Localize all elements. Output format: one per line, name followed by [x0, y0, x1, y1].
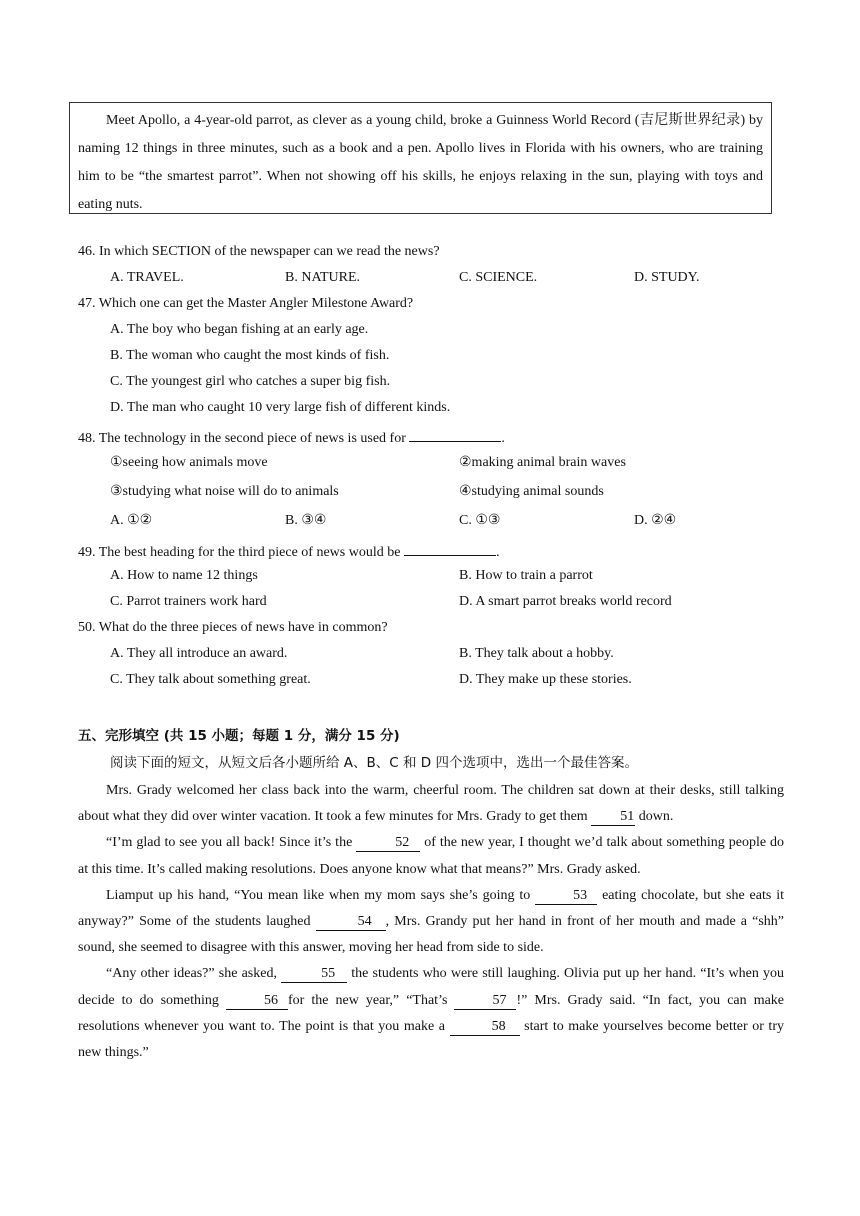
text-run: of the new year, I thought we’d talk about something people do at this time. It’s called making resolutions. Does anyone know what that means?” Mrs. Grady asked.	[78, 835, 785, 877]
passage-paragraph-1	[78, 778, 784, 830]
option-50-a: A. They all introduce an award.	[110, 646, 288, 661]
section-instructions: 阅读下面的短文，从短文后各小题所给 A、B、C 和 D 四个选项中，选出一个最佳答案。	[110, 755, 638, 771]
item-48-4: ④studying animal sounds	[459, 484, 604, 499]
option-49-a: A. How to name 12 things	[110, 568, 258, 583]
text-run: Liamput up his hand, “You mean like when my mom says she’s going to	[106, 887, 531, 903]
option-47-c: C. The youngest girl who catches a super big fish.	[110, 374, 391, 389]
text-run: eating chocolate, but she eats it anyway?” Some of the students laughed	[78, 887, 785, 930]
option-50-b: B. They talk about a hobby.	[459, 646, 614, 661]
blank-54: 54	[316, 914, 386, 931]
option-46-c: C. SCIENCE.	[459, 270, 538, 285]
question-47: 47. Which one can get the Master Angler Milestone Award?	[78, 296, 414, 311]
item-48-2: ②making animal brain waves	[459, 455, 626, 470]
option-46-a: A. TRAVEL.	[110, 270, 184, 285]
option-48-b: B. ③④	[285, 513, 327, 528]
passage-paragraph-2	[78, 830, 784, 882]
text-run: Mrs. Grady welcomed her class back into the warm, cheerful room. The children sat down at their desks, still talking about what they did over winter vacation. It took a few minutes for Mrs. Grady to get them	[78, 783, 784, 825]
option-46-d: D. STUDY.	[634, 270, 700, 285]
blank-51: 51	[591, 809, 635, 826]
cloze-passage	[78, 778, 784, 1066]
news-paragraph: Meet Apollo, a 4-year-old parrot, as clever as a young child, broke a Guinness World Record (吉尼斯世界纪录) by naming 12 things in three minutes, such as a book and a pen. Apollo lives in Florida with his owners, who are training him to be “the smartest parrot”. When not showing off his skills, he enjoys relaxing in the sun, playing with toys and eating nuts.	[78, 113, 763, 212]
blank-52: 52	[356, 835, 420, 852]
option-47-d: D. The man who caught 10 very large fish of different kinds.	[110, 400, 451, 415]
passage-paragraph-3	[78, 883, 784, 962]
text-run: start to make yourselves become better or try new things.”	[78, 1018, 784, 1061]
question-46: 46. In which SECTION of the newspaper can we read the news?	[78, 244, 440, 259]
blank-55: 55	[281, 966, 347, 983]
section-title: 五、完形填空 (共 15 小题；每题 1 分，满分 15 分)	[78, 728, 400, 744]
option-50-c: C. They talk about something great.	[110, 672, 311, 687]
option-50-d: D. They make up these stories.	[459, 672, 632, 687]
blank-53: 53	[535, 888, 597, 905]
answer-blank	[404, 541, 496, 556]
question-48	[78, 427, 505, 447]
blank-56: 56	[226, 993, 288, 1010]
blank-57: 57	[454, 993, 516, 1010]
text-run: for the new year,” “That’s	[287, 992, 448, 1008]
question-49-end: .	[495, 545, 500, 560]
blank-58: 58	[450, 1019, 520, 1036]
text-run: down.	[638, 809, 674, 825]
option-47-b: B. The woman who caught the most kinds of fish.	[110, 348, 390, 363]
text-run: the students who were still laughing. Olivia put up her hand. “It’s when you decide to do something	[78, 966, 784, 1008]
option-49-c: C. Parrot trainers work hard	[110, 594, 267, 609]
text-run: , Mrs. Grandy put her hand in front of her mouth and made a “shh” sound, she seemed to disagree with this answer, moving her head from side to side.	[78, 914, 785, 956]
option-49-b: B. How to train a parrot	[459, 568, 593, 583]
news-box	[69, 102, 772, 214]
question-49	[78, 541, 499, 561]
answer-blank	[409, 427, 501, 442]
question-50: 50. What do the three pieces of news have in common?	[78, 620, 388, 635]
question-48-stem: 48. The technology in the second piece of news is used for	[78, 431, 410, 446]
item-48-3: ③studying what noise will do to animals	[110, 484, 339, 499]
option-49-d: D. A smart parrot breaks world record	[459, 594, 672, 609]
text-run: “I’m glad to see you all back! Since it’s the	[106, 835, 353, 851]
text-run: “Any other ideas?” she asked,	[106, 966, 277, 982]
option-48-a: A. ①②	[110, 513, 153, 528]
option-48-d: D. ②④	[634, 513, 677, 528]
passage-paragraph-4	[78, 961, 784, 1066]
option-46-b: B. NATURE.	[285, 270, 361, 285]
option-47-a: A. The boy who began fishing at an early age.	[110, 322, 369, 337]
item-48-1: ①seeing how animals move	[110, 455, 268, 470]
question-49-stem: 49. The best heading for the third piece of news would be	[78, 545, 404, 560]
question-48-end: .	[501, 431, 505, 446]
text-run: !” Mrs. Grady said. “In fact, you can make resolutions whenever you want to. The point is that you make a	[78, 992, 785, 1034]
option-48-c: C. ①③	[459, 513, 501, 528]
